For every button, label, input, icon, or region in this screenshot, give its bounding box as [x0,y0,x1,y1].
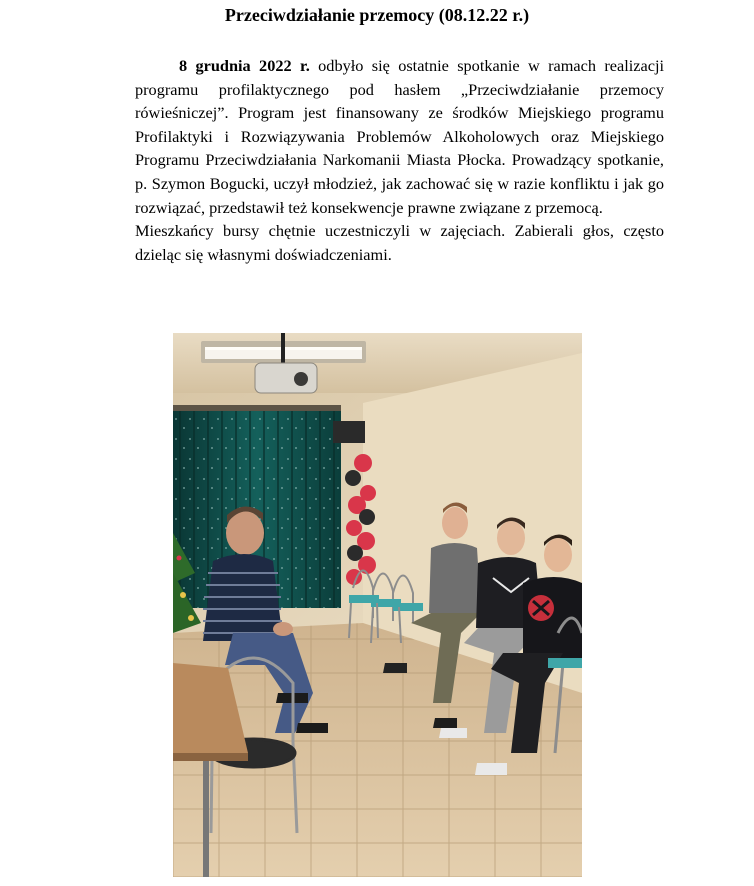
article-body [135,54,664,266]
document-title: Przeciwdziałanie przemocy (08.12.22 r.) [224,5,530,25]
meeting-date: 8 grudnia 2022 r. [179,56,310,75]
meeting-photo [173,333,582,877]
wall-speaker [333,421,365,443]
paragraph-1 [135,54,664,219]
paragraph-1-text: odbyło się ostatnie spotkanie w ramach realizacji programu profilaktycznego pod hasłem „Przeciwdziałanie przemocy rówieśniczej”. Program jest finansowany ze środków Miejskiego programu Profilaktyki i Rozwiązywania Problemów Alkoholowych oraz Miejskiego Programu Przeciwdziałania Narkomanii Miasta Płocka. Prowadzący spotkanie, p. Szymon Bogucki, uczył młodzież, jak zachować się w razie konfliktu i jak go rozwiązać, przedstawił też konsekwencje prawne związane z przemocą. [135,56,664,217]
meeting-photo-illustration [173,333,582,877]
paragraph-2: Mieszkańcy bursy chętnie uczestniczyli w zajęciach. Zabierali głos, często dzieląc się własnymi doświadczeniami. [135,221,664,264]
